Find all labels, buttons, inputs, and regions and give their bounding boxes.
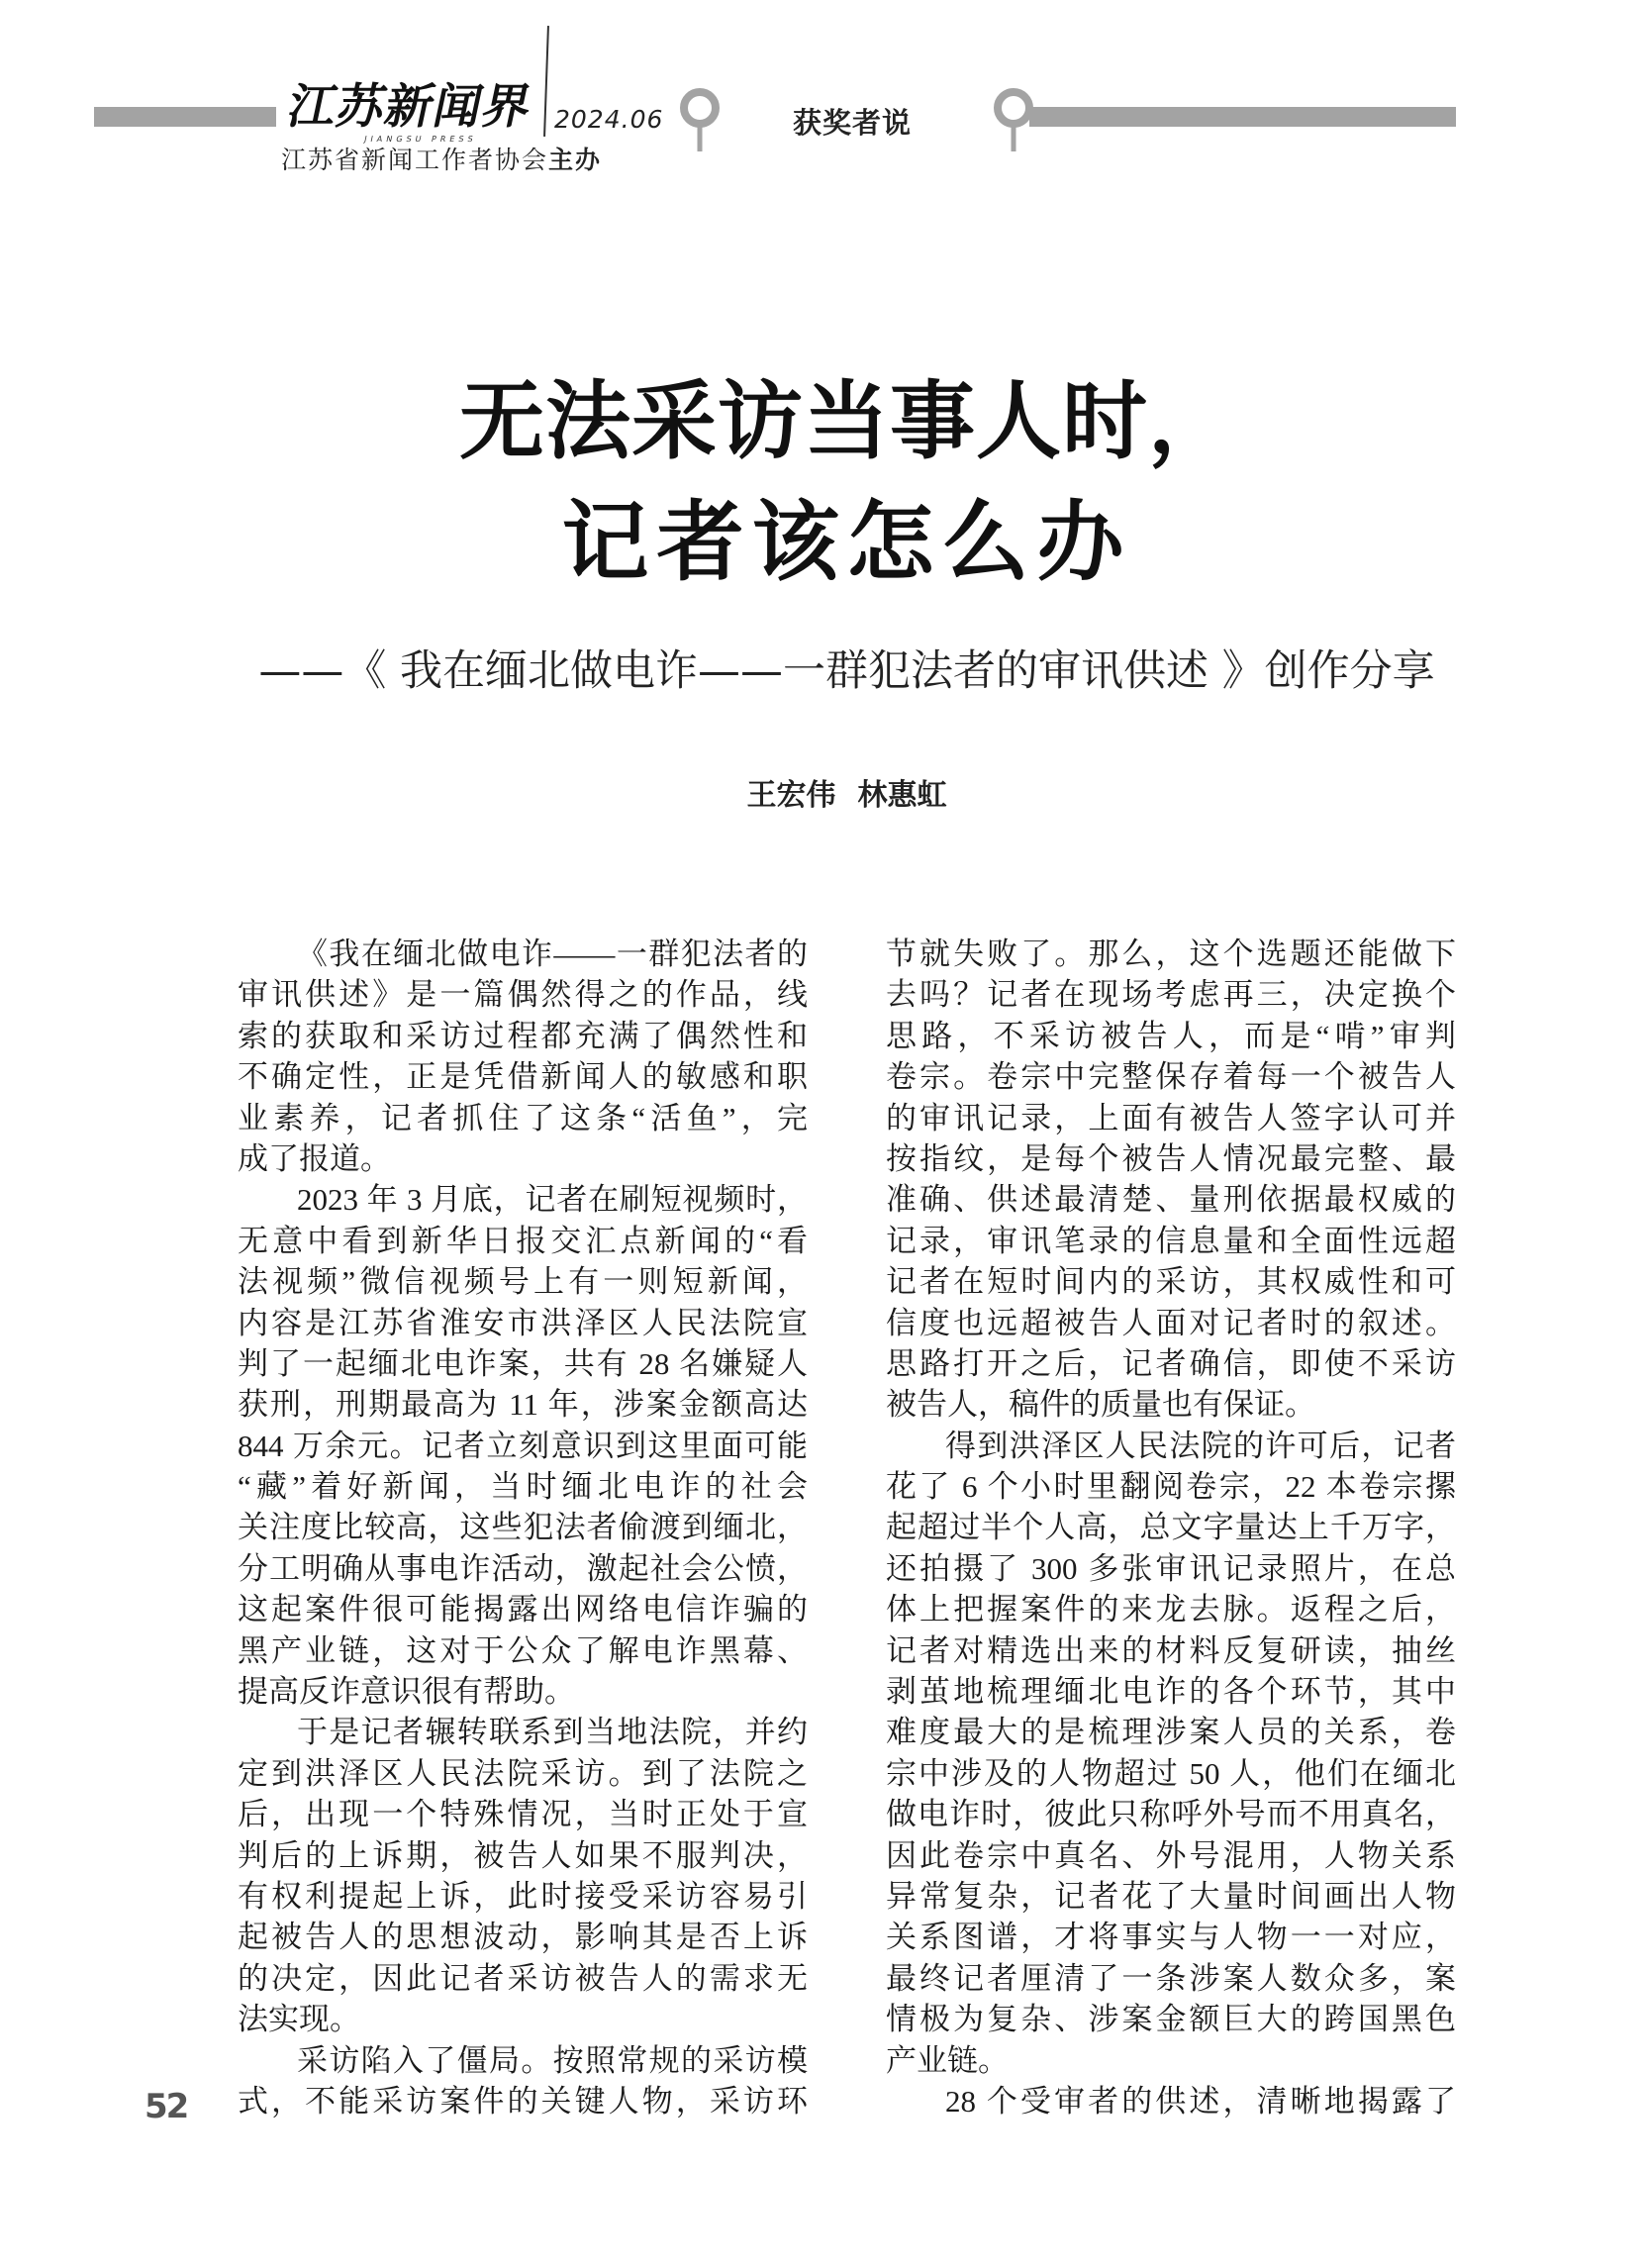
body-line: 节就失败了。那么，这个选题还能做下 bbox=[886, 937, 1456, 971]
body-line: 判后的上诉期，被告人如果不服判决， bbox=[238, 1837, 808, 1873]
author-line bbox=[238, 777, 1456, 815]
body-line: 黑产业链，这对于公众了解电诈黑幕、 bbox=[238, 1632, 808, 1668]
journal-logo: 江苏新闻界 bbox=[283, 79, 537, 135]
body-line: 剥茧地梳理缅北电诈的各个环节，其中 bbox=[886, 1674, 1456, 1710]
body-line: 思路，不采访被告人，而是“啃”审判 bbox=[886, 1018, 1456, 1053]
body-line: 还拍摄了 300 多张审讯记录照片，在总 bbox=[886, 1550, 1456, 1586]
header-rule-left bbox=[94, 107, 276, 127]
publisher-suffix: 主办 bbox=[548, 146, 603, 174]
body-line: 难度最大的是梳理涉案人员的关系，卷 bbox=[886, 1715, 1456, 1750]
article-title-line: 记者该怎么办 bbox=[561, 491, 1132, 593]
body-line: 后，出现一个特殊情况，当时正处于宣 bbox=[238, 1797, 808, 1832]
body-line: 《我在缅北做电诈——一群犯法者的 bbox=[297, 937, 808, 971]
body-line: 这起案件很可能揭露出网络电信诈骗的 bbox=[238, 1592, 808, 1627]
body-line: 法实现。 bbox=[238, 2002, 360, 2037]
body-line: 分工明确从事电诈活动，激起社会公愤， bbox=[238, 1550, 808, 1586]
body-line: 有权利提起上诉，此时接受采访容易引 bbox=[238, 1878, 808, 1914]
body-line: 业素养，记者抓住了这条“活鱼”，完 bbox=[238, 1100, 808, 1135]
body-line: 索的获取和采访过程都充满了偶然性和 bbox=[238, 1018, 808, 1053]
body-line: 审讯供述》是一篇偶然得之的作品，线 bbox=[238, 977, 808, 1013]
body-line: 起超过半个人高，总文字量达上千万字， bbox=[886, 1510, 1456, 1545]
body-line: 宗中涉及的人物超过 50 人，他们在缅北 bbox=[886, 1755, 1456, 1791]
body-line: 产业链。 bbox=[886, 2042, 1009, 2078]
body-line: 最终记者厘清了一条涉案人数众多，案 bbox=[886, 1960, 1456, 1996]
body-line: 的审讯记录，上面有被告人签字认可并 bbox=[886, 1100, 1456, 1135]
body-column-left bbox=[238, 934, 808, 2121]
body-line: 提高反诈意识很有帮助。 bbox=[238, 1674, 575, 1710]
body-line: 于是记者辗转联系到当地法院，并约 bbox=[297, 1715, 808, 1750]
body-line: 式，不能采访案件的关键人物，采访环 bbox=[238, 2083, 808, 2119]
body-line: 2023 年 3 月底，记者在刷短视频时， bbox=[297, 1182, 808, 1218]
body-line: 准确、供述最清楚、量刑依据最权威的 bbox=[886, 1182, 1456, 1218]
body-line: 按指纹，是每个被告人情况最完整、最 bbox=[886, 1140, 1456, 1176]
body-line: 异常复杂，记者花了大量时间画出人物 bbox=[886, 1878, 1456, 1914]
pin-icon bbox=[676, 84, 724, 153]
body-line: 28 个受审者的供述，清晰地揭露了 bbox=[945, 2083, 1456, 2119]
body-line: 因此卷宗中真名、外号混用，人物关系 bbox=[886, 1837, 1456, 1873]
body-line: 花了 6 个小时里翻阅卷宗，22 本卷宗摞 bbox=[886, 1469, 1456, 1505]
body-line: 采访陷入了僵局。按照常规的采访模 bbox=[297, 2042, 808, 2078]
publisher-line bbox=[281, 145, 602, 176]
body-line: 记者对精选出来的材料反复研读，抽丝 bbox=[886, 1632, 1456, 1668]
article-title-line: 无法采访当事人时， bbox=[459, 372, 1234, 471]
body-line: 信度也远超被告人面对记者时的叙述。 bbox=[886, 1305, 1456, 1340]
article-subtitle: ——《 我在缅北做电诈——一群犯法者的审讯供述 》创作分享 bbox=[258, 646, 1435, 696]
body-line: 体上把握案件的来龙去脉。返程之后， bbox=[886, 1592, 1456, 1627]
body-line: “藏”着好新闻，当时缅北电诈的社会 bbox=[238, 1469, 808, 1505]
body-line: 内容是江苏省淮安市洪泽区人民法院宣 bbox=[238, 1305, 808, 1340]
body-line: 法视频”微信视频号上有一则短新闻， bbox=[238, 1264, 808, 1300]
body-line: 不确定性，正是凭借新闻人的敏感和职 bbox=[238, 1059, 808, 1095]
body-line: 关注度比较高，这些犯法者偷渡到缅北， bbox=[238, 1510, 808, 1545]
body-line: 起被告人的思想波动，影响其是否上诉 bbox=[238, 1920, 808, 1955]
body-column-right bbox=[886, 934, 1456, 2121]
author-name: 王宏伟 bbox=[746, 778, 836, 813]
body-line: 判了一起缅北电诈案，共有 28 名嫌疑人 bbox=[238, 1345, 808, 1381]
section-label: 获奖者说 bbox=[793, 106, 913, 140]
body-line: 定到洪泽区人民法院采访。到了法院之 bbox=[238, 1755, 808, 1791]
header-divider bbox=[543, 26, 549, 137]
body-line: 关系图谱，才将事实与人物一一对应， bbox=[886, 1920, 1456, 1955]
body-line: 成了报道。 bbox=[238, 1140, 391, 1176]
publisher-name: 江苏省新闻工作者协会 bbox=[281, 146, 549, 174]
author-name: 林惠虹 bbox=[857, 778, 947, 813]
body-line: 844 万余元。记者立刻意识到这里面可能 bbox=[238, 1428, 808, 1463]
issue-date: 2024.06 bbox=[554, 105, 664, 134]
body-line: 情极为复杂、涉案金额巨大的跨国黑色 bbox=[886, 2002, 1456, 2037]
body-line: 记录，审讯笔录的信息量和全面性远超 bbox=[886, 1223, 1456, 1258]
body-line: 思路打开之后，记者确信，即使不采访 bbox=[886, 1345, 1456, 1381]
body-line: 无意中看到新华日报交汇点新闻的“看 bbox=[238, 1223, 808, 1258]
page-number: 52 bbox=[145, 2087, 188, 2126]
body-line: 的决定，因此记者采访被告人的需求无 bbox=[238, 1960, 808, 1996]
body-line: 得到洪泽区人民法院的许可后，记者 bbox=[945, 1428, 1456, 1463]
body-line: 记者在短时间内的采访，其权威性和可 bbox=[886, 1264, 1456, 1300]
body-line: 卷宗。卷宗中完整保存着每一个被告人 bbox=[886, 1059, 1456, 1095]
body-line: 做电诈时，彼此只称呼外号而不用真名， bbox=[886, 1797, 1456, 1832]
body-line: 去吗？记者在现场考虑再三，决定换个 bbox=[886, 977, 1456, 1013]
journal-name-en: JIANGSU PRESS bbox=[363, 135, 478, 144]
header-rule-right bbox=[1029, 107, 1456, 127]
body-line: 被告人，稿件的质量也有保证。 bbox=[886, 1387, 1315, 1423]
body-line: 获刑，刑期最高为 11 年，涉案金额高达 bbox=[238, 1387, 808, 1423]
